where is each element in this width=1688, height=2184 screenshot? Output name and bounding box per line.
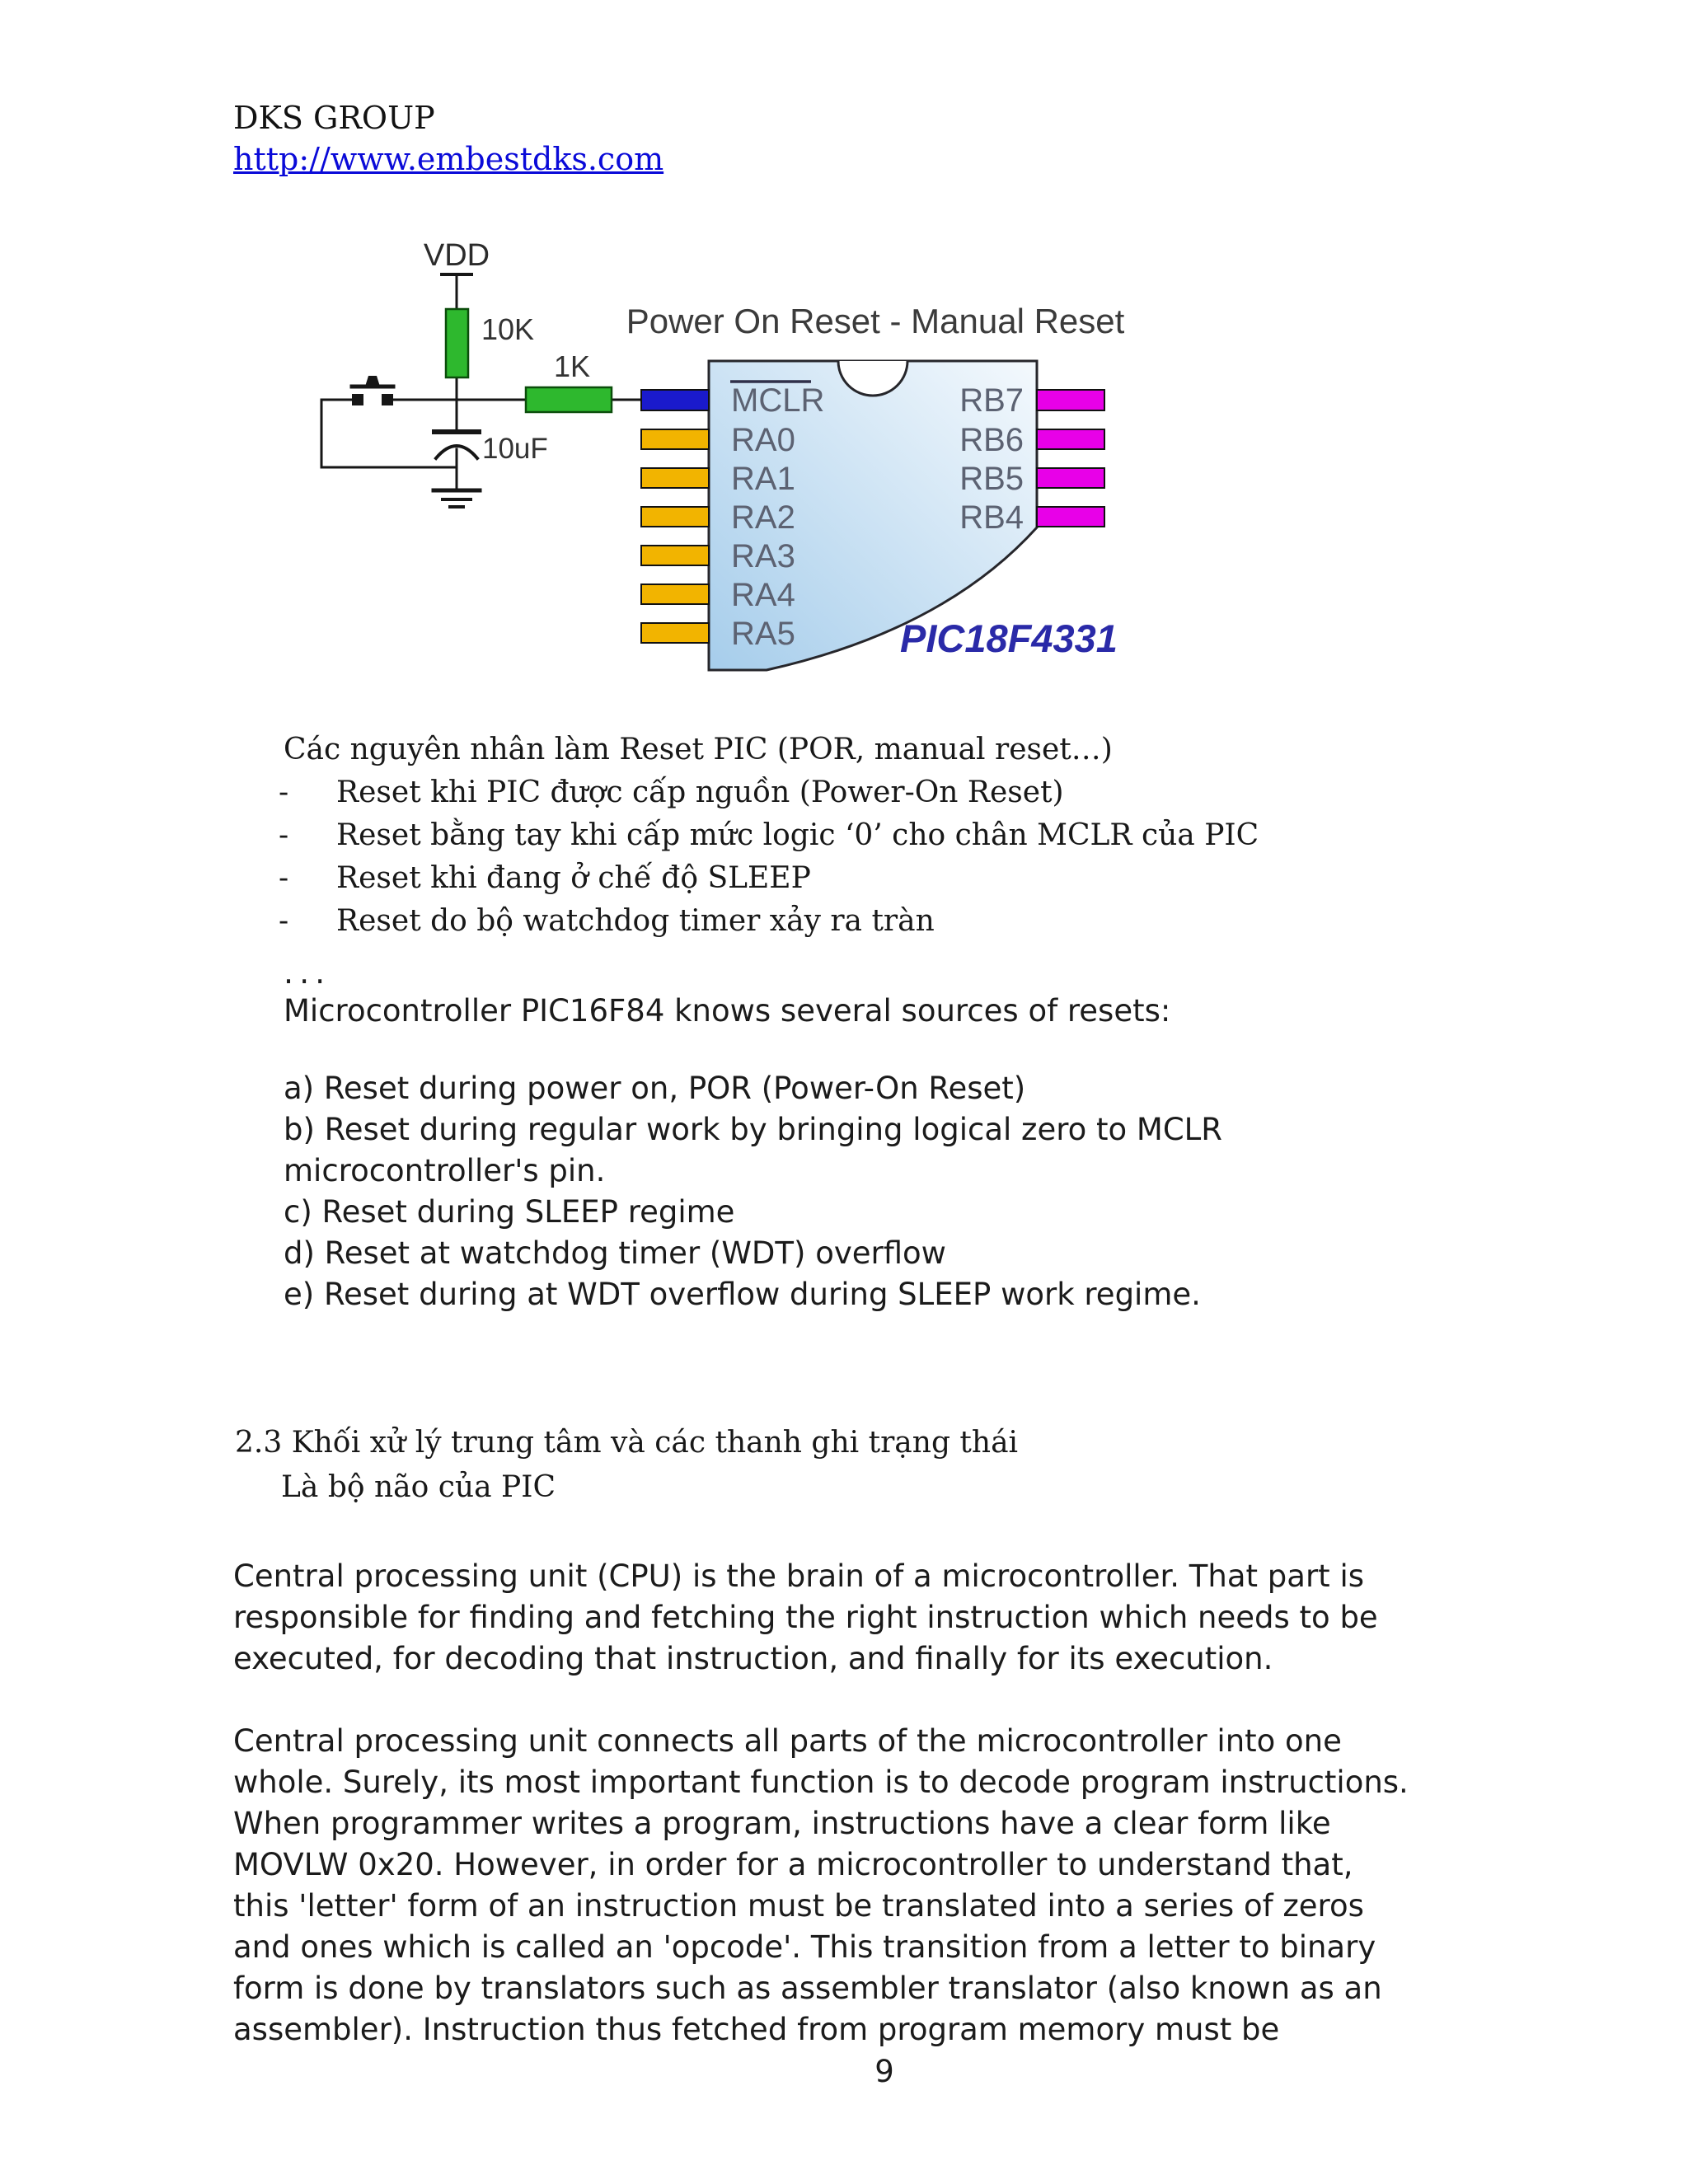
text-line: Central processing unit connects all parts of the microcontroller into one	[233, 1723, 1342, 1759]
text-line: When programmer writes a program, instructions have a clear form like	[233, 1806, 1331, 1841]
ground-symbol	[434, 490, 480, 507]
pin-label-ra2: RA2	[731, 499, 795, 536]
right-pins	[1037, 390, 1104, 527]
list-item	[279, 857, 1259, 900]
bullet-marker: -	[279, 818, 289, 852]
list-item: c) Reset during SLEEP regime	[284, 1194, 735, 1230]
pin-ra3	[641, 546, 709, 565]
pin-label-mclr: MCLR	[731, 382, 825, 419]
pin-label-ra0: RA0	[731, 422, 795, 458]
vdd-label: VDD	[423, 238, 490, 273]
text-line: responsible for finding and fetching the right instruction which needs to be	[233, 1600, 1378, 1635]
capacitor-label: 10uF	[482, 433, 548, 465]
cpu-paragraph-1	[233, 1556, 1378, 1680]
list-item	[279, 771, 1259, 814]
page-number: 9	[874, 2054, 894, 2089]
pin-ra4	[641, 584, 709, 604]
text-line: form is done by translators such as assembler translator (also known as an	[233, 1971, 1382, 2006]
bullet-text: Reset khi PIC được cấp nguồn (Power-On Reset)	[336, 776, 1064, 809]
series-resistor-label: 1K	[554, 349, 591, 383]
pin-rb5	[1037, 468, 1104, 488]
list-item	[279, 814, 1259, 857]
pin-ra0	[641, 429, 709, 449]
chip-part-number: PIC18F4331	[900, 616, 1118, 660]
text-line: whole. Surely, its most important function is to decode program instructions.	[233, 1765, 1409, 1800]
pin-rb6	[1037, 429, 1104, 449]
company-name: DKS GROUP	[233, 100, 435, 136]
pullup-resistor-10k	[446, 309, 534, 377]
reset-sources-intro: Microcontroller PIC16F84 knows several sources of resets:	[284, 993, 1171, 1029]
reset-push-button	[352, 376, 393, 405]
pin-rb4	[1037, 507, 1104, 527]
series-resistor-1k	[526, 349, 612, 412]
bullet-text: Reset khi đang ở chế độ SLEEP	[336, 861, 811, 895]
reset-causes-lead: Các nguyên nhân làm Reset PIC (POR, manual reset…)	[284, 733, 1113, 766]
bullet-text: Reset do bộ watchdog timer xảy ra tràn	[336, 904, 935, 938]
pin-label-rb6: RB6	[959, 422, 1024, 458]
bullet-marker: -	[279, 904, 289, 938]
pullup-resistor-label: 10K	[481, 312, 535, 346]
pin-label-rb4: RB4	[959, 499, 1024, 536]
section-subheading: Là bộ não của PIC	[281, 1470, 556, 1504]
reset-circuit-diagram	[181, 190, 1170, 701]
cpu-paragraph-2	[233, 1721, 1409, 2050]
list-item: b) Reset during regular work by bringing logical zero to MCLR	[284, 1112, 1222, 1147]
text-line: executed, for decoding that instruction, and finally for its execution.	[233, 1641, 1273, 1676]
reset-causes-block	[279, 729, 1259, 943]
reset-sources-list	[284, 1068, 1222, 1315]
text-line: MOVLW 0x20. However, in order for a microcontroller to understand that,	[233, 1847, 1353, 1882]
pin-label-ra4: RA4	[731, 577, 795, 613]
list-item: d) Reset at watchdog timer (WDT) overflow	[284, 1235, 946, 1271]
capacitor-10uf	[434, 432, 548, 465]
pin-label-ra1: RA1	[731, 461, 795, 497]
list-item: microcontroller's pin.	[284, 1153, 606, 1188]
company-url-link[interactable]: http://www.embestdks.com	[233, 141, 664, 177]
pin-rb7	[1037, 390, 1104, 410]
pin-label-rb7: RB7	[959, 382, 1024, 419]
ellipsis-line: ...	[284, 954, 331, 991]
text-line: and ones which is called an 'opcode'. This transition from a letter to binary	[233, 1929, 1376, 1965]
pin-ra2	[641, 507, 709, 527]
pin-label-ra5: RA5	[731, 616, 795, 652]
bullet-marker: -	[279, 776, 289, 809]
pin-ra5	[641, 623, 709, 643]
bullet-marker: -	[279, 861, 289, 895]
text-line: this 'letter' form of an instruction must be translated into a series of zeros	[233, 1888, 1364, 1924]
list-item: a) Reset during power on, POR (Power-On Reset)	[284, 1071, 1026, 1106]
bullet-text: Reset bằng tay khi cấp mức logic ‘0’ cho chân MCLR của PIC	[336, 818, 1259, 852]
list-item: e) Reset during at WDT overflow during SLEEP work regime.	[284, 1277, 1201, 1312]
left-pins	[641, 390, 709, 643]
diagram-title: Power On Reset - Manual Reset	[626, 302, 1125, 340]
pin-label-ra3: RA3	[731, 538, 795, 574]
document-header	[233, 97, 663, 180]
section-heading: 2.3 Khối xử lý trung tâm và các thanh ghi trạng thái	[235, 1426, 1019, 1460]
list-item	[279, 900, 1259, 943]
pin-label-rb5: RB5	[959, 461, 1024, 497]
text-line: Central processing unit (CPU) is the brain of a microcontroller. That part is	[233, 1558, 1364, 1594]
text-line: assembler). Instruction thus fetched from program memory must be	[233, 2012, 1280, 2047]
pin-ra1	[641, 468, 709, 488]
pin-mclr	[641, 390, 709, 410]
